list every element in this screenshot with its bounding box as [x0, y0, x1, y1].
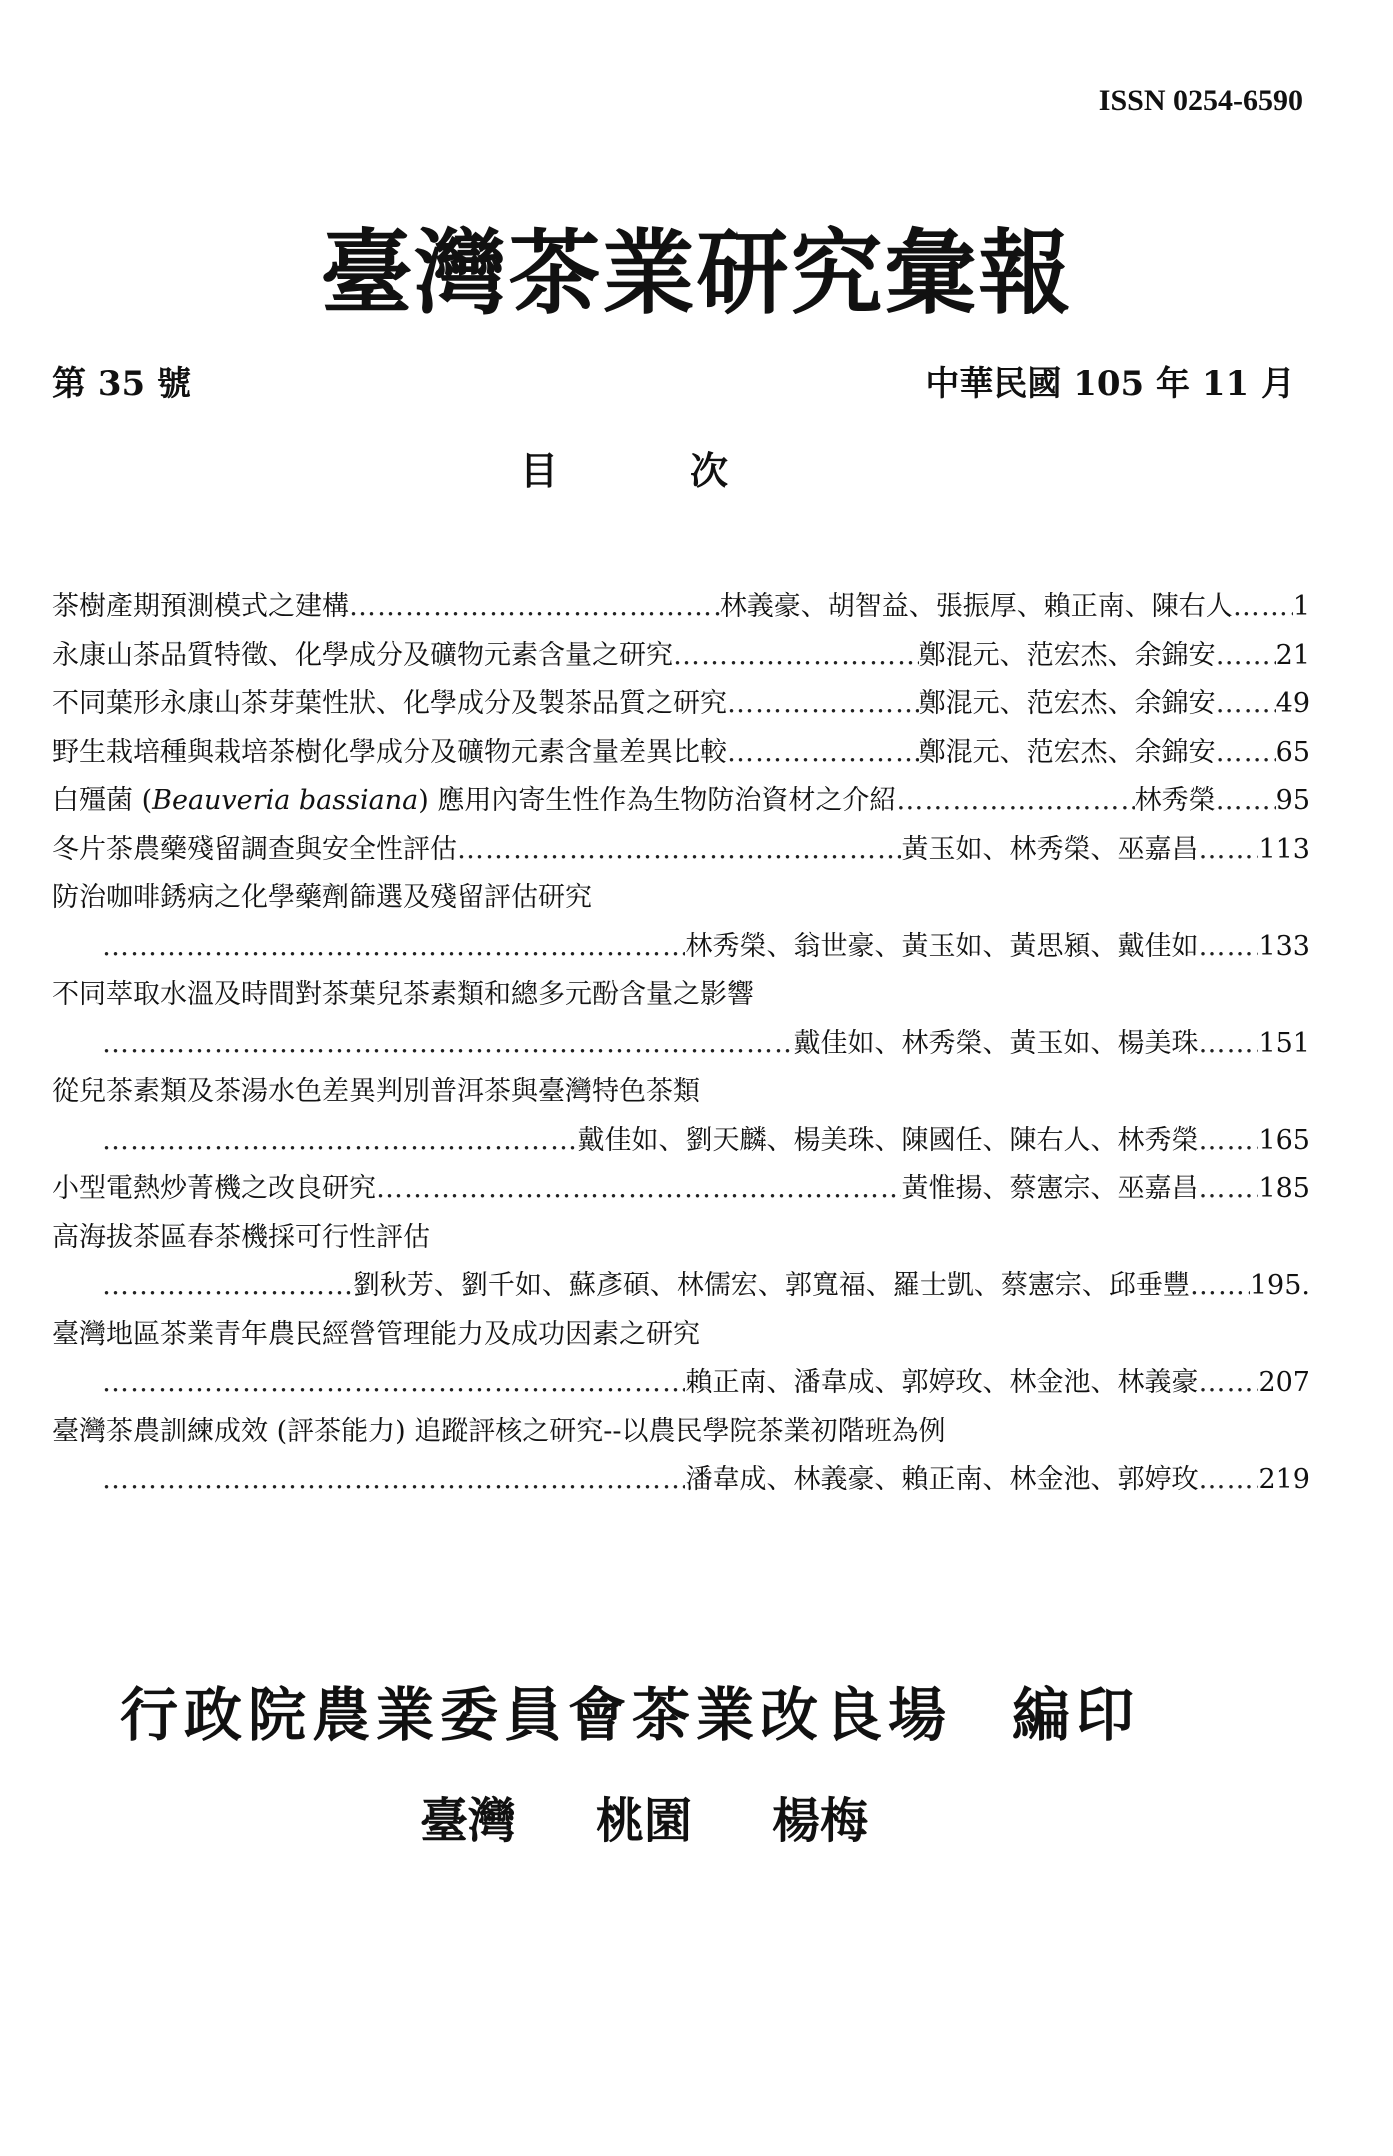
table-of-contents — [52, 583, 1310, 1505]
toc-entry-title-line[interactable] — [52, 1311, 1310, 1360]
toc-entry[interactable] — [52, 1165, 1310, 1214]
toc-entry-authors: 賴正南、潘韋成、郭婷玫、林金池、林義豪 — [685, 1367, 1199, 1398]
toc-entry[interactable] — [52, 632, 1310, 681]
toc-entry-authors: 黃玉如、林秀榮、巫嘉昌 — [901, 833, 1199, 865]
toc-entry-title: 不同葉形永康山茶芽葉性狀、化學成分及製茶品質之研究 — [52, 688, 727, 719]
publisher-location — [420, 1782, 868, 1851]
toc-entry-authors: 鄭混元、范宏杰、余錦安 — [918, 736, 1216, 768]
toc-entry-title-line[interactable] — [52, 1408, 1310, 1457]
toc-entry-authors: 潘韋成、林義豪、賴正南、林金池、郭婷玫 — [685, 1464, 1199, 1495]
toc-entry-page: 195. — [1249, 1270, 1310, 1301]
toc-entry-author-line[interactable] — [52, 1020, 1310, 1069]
publisher-name: 行政院農業委員會茶業改良場 — [120, 1681, 953, 1749]
toc-entry-page: 219 — [1258, 1464, 1310, 1495]
toc-entry-page: 151 — [1258, 1027, 1310, 1059]
toc-entry-author-line[interactable] — [52, 1117, 1310, 1166]
toc-heading — [520, 440, 860, 495]
toc-entry-page: 133 — [1258, 930, 1310, 962]
toc-entry-page: 65 — [1275, 736, 1310, 768]
issue-number: 第 35 號 — [52, 364, 191, 404]
toc-entry[interactable] — [52, 826, 1310, 875]
publisher — [120, 1668, 1140, 1752]
toc-entry-page: 1 — [1292, 591, 1310, 622]
toc-entry-title: 防治咖啡銹病之化學藥劑篩選及殘留評估研究 — [52, 882, 592, 913]
toc-entry[interactable] — [52, 777, 1310, 826]
toc-heading-char-2: 次 — [690, 448, 729, 493]
publication-date: 中華民國 105 年 11 月 — [925, 364, 1295, 404]
toc-entry[interactable] — [52, 729, 1310, 778]
toc-entry-title: 臺灣茶農訓練成效 (評茶能力) 追蹤評核之研究--以農民學院茶業初階班為例 — [52, 1415, 946, 1447]
publisher-suffix: 編印 — [1012, 1681, 1141, 1749]
toc-entry-page: 165 — [1258, 1124, 1310, 1156]
toc-entry-title: 小型電熱炒菁機之改良研究 — [52, 1173, 376, 1204]
toc-entry-authors: 黃惟揚、蔡憲宗、巫嘉昌 — [901, 1173, 1199, 1204]
toc-entry-title: 永康山茶品質特徵、化學成分及礦物元素含量之研究 — [52, 639, 673, 671]
toc-entry-authors: 戴佳如、劉天麟、楊美珠、陳國任、陳右人、林秀榮 — [577, 1124, 1199, 1156]
journal-title: 臺灣茶業研究彙報 — [320, 219, 1073, 327]
toc-entry-title: 冬片茶農藥殘留調查與安全性評估 — [52, 833, 457, 865]
toc-entry-authors: 劉秋芳、劉千如、蘇彥碩、林儒宏、郭寬福、羅士凱、蔡憲宗、邱垂豐 — [352, 1270, 1190, 1301]
toc-entry-title: 白殭菌 (Beauveria bassiana) 應用內寄生性作為生物防治資材之介紹 — [52, 785, 897, 816]
toc-entry-authors: 鄭混元、范宏杰、余錦安 — [918, 688, 1216, 719]
toc-entry-page: 95 — [1275, 785, 1310, 816]
toc-entry-title: 茶樹產期預測模式之建構 — [52, 591, 349, 622]
toc-entry-title-line[interactable] — [52, 971, 1310, 1020]
toc-entry[interactable] — [52, 680, 1310, 729]
toc-entry-authors: 鄭混元、范宏杰、余錦安 — [918, 639, 1216, 671]
toc-entry-page: 21 — [1275, 639, 1310, 671]
toc-entry-page: 113 — [1258, 833, 1310, 865]
toc-entry-author-line[interactable] — [52, 1262, 1310, 1311]
location-region: 臺灣 — [420, 1793, 517, 1849]
toc-entry-title-line[interactable] — [52, 1068, 1310, 1117]
toc-entry-title: 不同萃取水溫及時間對茶葉兒茶素類和總多元酚含量之影響 — [52, 979, 754, 1010]
toc-entry-author-line[interactable] — [52, 923, 1310, 972]
location-city: 桃園 — [596, 1793, 693, 1849]
toc-entry-title: 野生栽培種與栽培茶樹化學成分及礦物元素含量差異比較 — [52, 736, 727, 768]
toc-entry-page: 207 — [1258, 1367, 1310, 1398]
toc-entry-title: 高海拔茶區春茶機採可行性評估 — [52, 1221, 430, 1253]
issn-number: ISSN 0254-6590 — [1098, 84, 1303, 117]
location-district: 楊梅 — [772, 1793, 869, 1849]
toc-entry-authors: 林秀榮、翁世豪、黃玉如、黃思潁、戴佳如 — [685, 930, 1199, 962]
toc-entry-authors: 林秀榮 — [1134, 785, 1216, 816]
toc-entry-page: 49 — [1275, 688, 1310, 719]
toc-entry-title-line[interactable] — [52, 874, 1310, 923]
toc-entry-authors: 戴佳如、林秀榮、黃玉如、楊美珠 — [793, 1027, 1199, 1059]
toc-entry-title-line[interactable] — [52, 1214, 1310, 1263]
toc-entry-page: 185 — [1258, 1173, 1310, 1204]
species-name: Beauveria bassiana — [152, 785, 419, 816]
toc-entry-title: 從兒茶素類及茶湯水色差異判別普洱茶與臺灣特色茶類 — [52, 1076, 700, 1107]
toc-entry-authors: 林義豪、胡智益、張振厚、賴正南、陳右人 — [719, 591, 1233, 622]
toc-entry-author-line[interactable] — [52, 1456, 1310, 1505]
toc-heading-char-1: 目 — [520, 448, 559, 493]
toc-entry-author-line[interactable] — [52, 1359, 1310, 1408]
toc-entry-title: 臺灣地區茶業青年農民經營管理能力及成功因素之研究 — [52, 1318, 700, 1350]
toc-entry[interactable] — [52, 583, 1310, 632]
